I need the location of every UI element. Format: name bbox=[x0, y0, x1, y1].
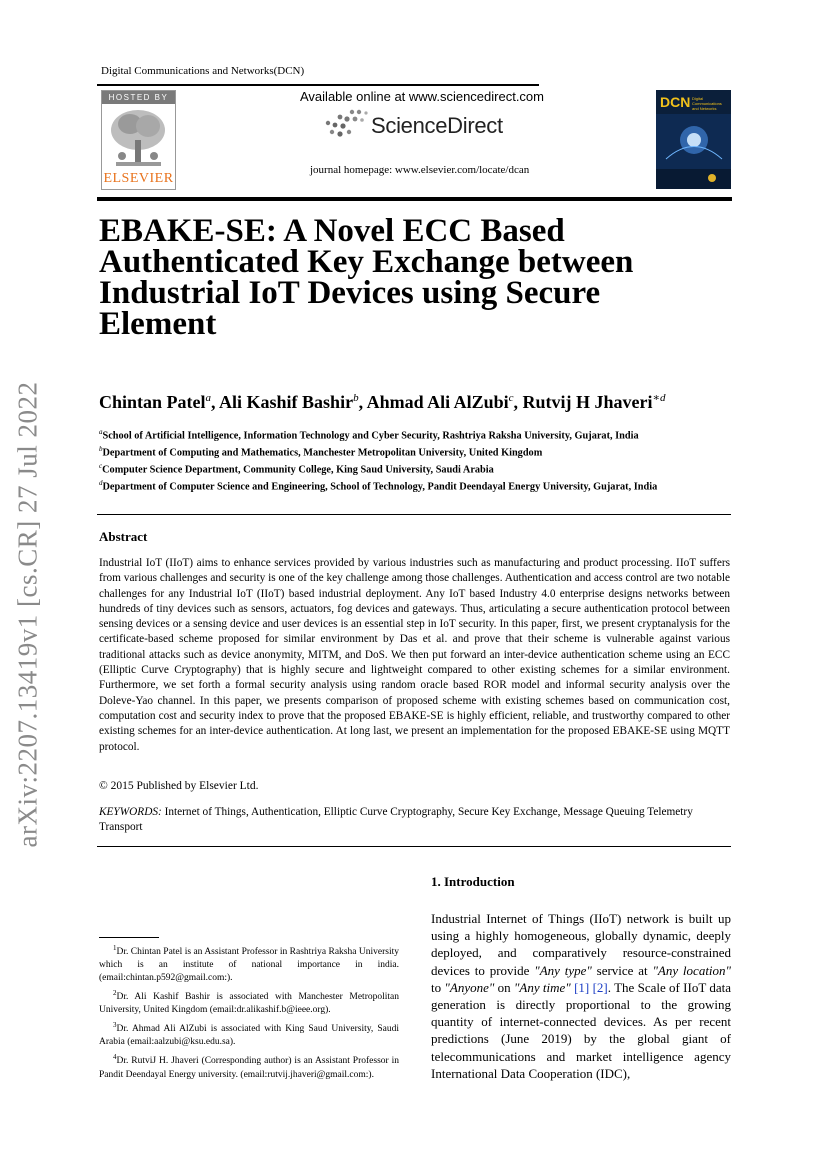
author-separator: , bbox=[211, 392, 220, 412]
journal-cover-image bbox=[656, 90, 731, 189]
intro-quote: "Anyone" bbox=[444, 979, 495, 995]
footnote-text: Dr. Ali Kashif Bashir is associated with Manchester Metropolitan University, United Kingdom (email:dr.alikashif.b@ieee.org). bbox=[99, 992, 399, 1016]
footnote bbox=[99, 987, 399, 1017]
footnote-mark: 3 bbox=[113, 1021, 117, 1030]
cover-art-icon bbox=[656, 114, 731, 189]
arxiv-id: arXiv:2207.13419v1 [cs.CR] 27 Jul 2022 bbox=[12, 381, 43, 847]
elsevier-wordmark: ELSEVIER bbox=[103, 171, 174, 186]
keywords-label: KEYWORDS: bbox=[99, 806, 162, 818]
intro-text: Industrial Internet of Things (IIoT) network is built up using a highly homogeneous, globally dynamic, deeply deployed, and comparatively resource-constrained devices to provide bbox=[431, 911, 731, 978]
author-separator: , bbox=[513, 392, 523, 412]
footnote-text: Dr. RutviJ H. Jhaveri (Corresponding author) is an Assistant Professor in Pandit Deendayal Energy university. (email:rutvij.jhaveri@gmail.com:). bbox=[99, 1056, 399, 1080]
affiliation-mark: b bbox=[99, 444, 103, 453]
author-name: Ahmad Ali AlZubi bbox=[366, 392, 509, 412]
footnote-mark: 2 bbox=[113, 989, 117, 998]
affiliation-text: Department of Computer Science and Engineering, School of Technology, Pandit Deendayal Energy University, Gujarat, India bbox=[102, 481, 658, 493]
footnote-text: Dr. Chintan Patel is an Assistant Professor in Rashtriya Raksha University which is an institute of national importance in india. (email:chintan.p592@gmail.com:). bbox=[99, 947, 399, 984]
intro-text: service at bbox=[591, 962, 653, 978]
intro-quote: "Any location" bbox=[652, 962, 731, 978]
author-mark: b bbox=[353, 392, 359, 404]
keywords bbox=[99, 805, 730, 836]
journal-homepage[interactable]: journal homepage: www.elsevier.com/locate/dcan bbox=[310, 164, 530, 176]
cover-title: DCN bbox=[660, 94, 691, 110]
author-separator: , bbox=[358, 392, 367, 412]
affiliation-mark: c bbox=[99, 461, 103, 470]
footnote bbox=[99, 1019, 399, 1049]
author-mark: c bbox=[508, 392, 514, 404]
available-online: Available online at www.sciencedirect.com bbox=[300, 89, 544, 104]
citation-link[interactable]: [1] bbox=[574, 979, 590, 995]
abstract-bottom-rule bbox=[97, 846, 731, 847]
journal-name: Digital Communications and Networks(DCN) bbox=[101, 65, 305, 77]
sciencedirect-wordmark[interactable]: ScienceDirect bbox=[371, 113, 503, 138]
affiliation-text: School of Artificial Intelligence, Information Technology and Cyber Security, Rashtriya Raksha University, Gujarat, India bbox=[102, 430, 639, 442]
affiliation-mark: a bbox=[99, 428, 103, 436]
hosted-by-label: HOSTED BY bbox=[102, 91, 175, 104]
elsevier-tree-icon bbox=[108, 106, 169, 170]
footnote bbox=[99, 1051, 399, 1081]
author-list bbox=[99, 391, 666, 413]
section-heading: 1. Introduction bbox=[431, 874, 515, 889]
author-name: Ali Kashif Bashir bbox=[219, 392, 354, 412]
affiliation-item bbox=[99, 443, 739, 460]
header-rule bbox=[97, 84, 539, 86]
affiliation-list bbox=[99, 426, 739, 494]
footnote-list bbox=[99, 942, 399, 1084]
author-mark: ∗d bbox=[652, 392, 666, 404]
intro-text: on bbox=[494, 979, 514, 995]
paper-title: EBAKE-SE: A Novel ECC Based Authenticated Key Exchange between Industrial IoT Devices using Secure Element bbox=[99, 213, 634, 342]
intro-quote: "Any type" bbox=[534, 962, 592, 978]
author-name: Rutvij H Jhaveri bbox=[522, 392, 653, 412]
abstract-heading: Abstract bbox=[99, 529, 148, 544]
intro-paragraph bbox=[431, 910, 731, 1082]
intro-text: . The Scale of IIoT data generation is directly proportional to the growing quantity of internet-connected devices. As per recent predictions (June 2019) by the global giant of telecommunications and market intelligence agency International Data Cooperation (IDC), bbox=[431, 979, 732, 1081]
affiliation-text: Computer Science Department, Community College, King Saud University, Saudi Arabia bbox=[102, 464, 494, 476]
intro-quote: "Any time" bbox=[513, 979, 571, 995]
sciencedirect-dots-icon bbox=[322, 108, 368, 138]
abstract-top-rule bbox=[97, 514, 731, 515]
elsevier-logo[interactable] bbox=[101, 90, 176, 190]
citation-link[interactable]: [2] bbox=[592, 979, 608, 995]
footnote-mark: 4 bbox=[113, 1053, 117, 1062]
footnote-mark: 1 bbox=[113, 944, 117, 952]
footnote-text: Dr. Ahmad Ali AlZubi is associated with King Saud University, Saudi Arabia (email:aalzubi@ksu.edu.sa). bbox=[99, 1024, 399, 1048]
affiliation-item bbox=[99, 426, 739, 443]
affiliation-item bbox=[99, 477, 739, 494]
affiliation-text: Department of Computing and Mathematics, Manchester Metropolitan University, United Kingdom bbox=[102, 447, 543, 459]
author-name: Chintan Patel bbox=[99, 392, 206, 412]
abstract-text: Industrial IoT (IIoT) aims to enhance services provided by various industries such as manufacturing and product processing. IIoT suffers from various challenges and security is one of the key challenge among those challenges. Authentication and access control are two notable challenges for any Industrial IoT (IIoT) based industrial deployment. Any IoT based Industry 4.0 enterprise designs networks between hundreds of tiny devices such as sensors, actuators, fog devices and gateways. Thus, articulating a secure authentication protocol between sensing devices or a sensing device and user devices is an essential step in IoT security. In this paper, first, we present cryptanalysis for the certificate-based scheme proposed for similar environment by Das et al. and prove that their scheme is vulnerable against various traditional attacks such as device anonymity, MITM, and DoS. We then put forward an inter-device authentication scheme using an ECC (Elliptic Curve Cryptography) that is highly secure and lightweight compared to other existing schemes for a similar environment. Furthermore, we set forth a formal security analysis using random oracle based ROR model and informal security analysis over the Doleve-Yao channel. In this paper, we presents comparison of proposed scheme with existing schemes based on communication cost, computation cost and security index to prove that the proposed EBAKE-SE is highly efficient, reliable, and trustworthy compared to other existing schemes for an inter-device authentication. At long last, we present an implementation for the proposed EBAKE-SE using MQTT protocol. bbox=[99, 557, 730, 753]
affiliation-mark: d bbox=[99, 478, 103, 487]
cover-subtitle: Digital Communications and Networks bbox=[692, 96, 722, 111]
header-thick-rule bbox=[97, 197, 732, 201]
footnote bbox=[99, 942, 399, 985]
intro-text: to bbox=[431, 979, 445, 995]
affiliation-item bbox=[99, 460, 739, 477]
footnote-rule bbox=[99, 937, 159, 938]
keywords-text: Internet of Things, Authentication, Elliptic Curve Cryptography, Secure Key Exchange, Message Queuing Telemetry Transport bbox=[99, 806, 693, 834]
author-mark: a bbox=[205, 392, 212, 404]
arxiv-stamp bbox=[2, 378, 54, 850]
copyright-notice: © 2015 Published by Elsevier Ltd. bbox=[99, 780, 259, 792]
